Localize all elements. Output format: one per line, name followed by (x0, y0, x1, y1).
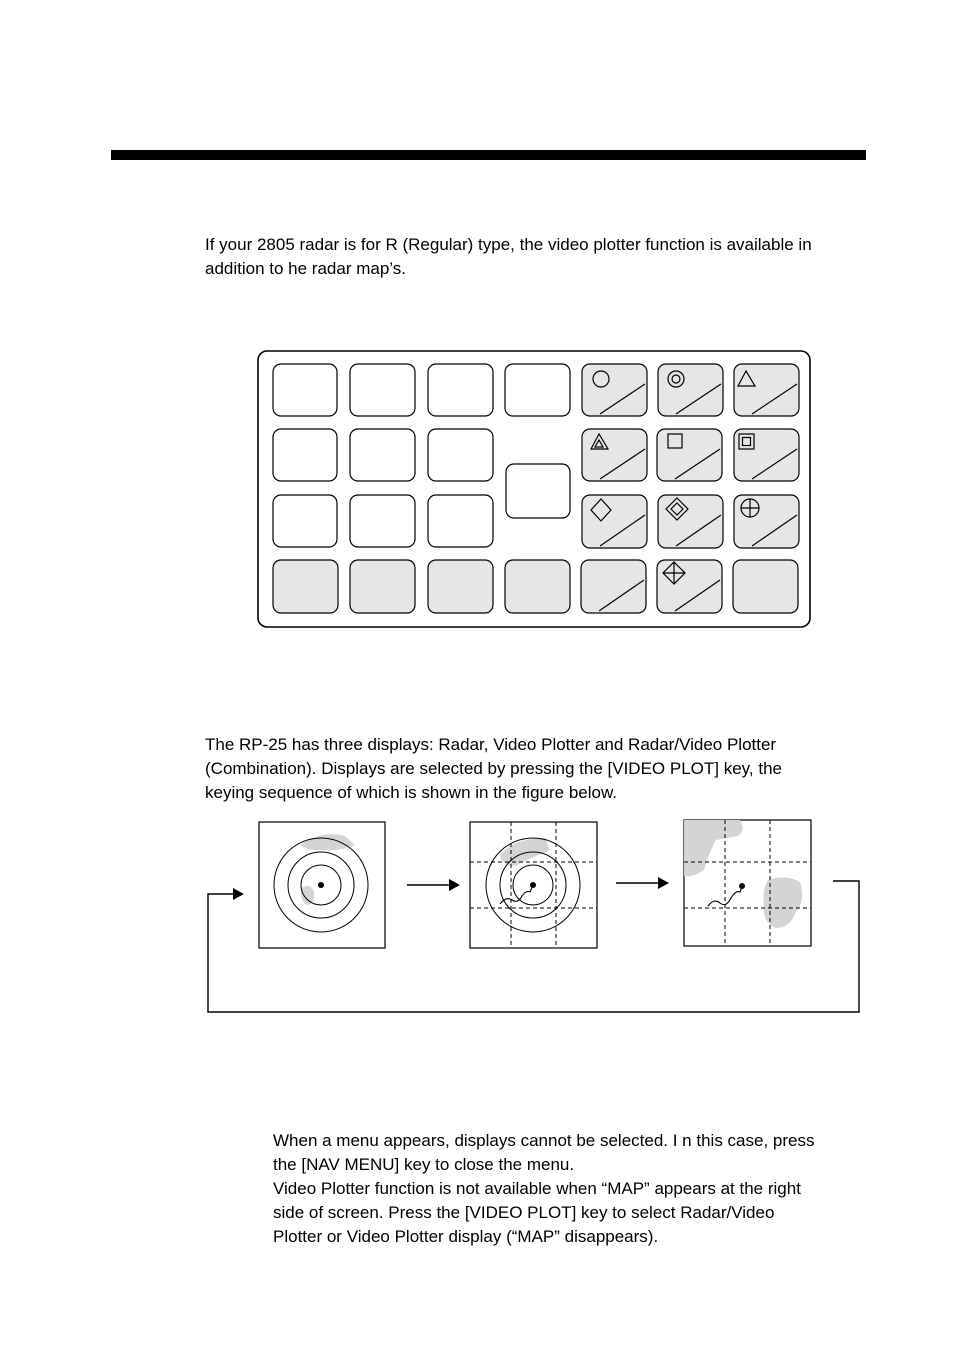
note-1-line-1: When a menu appears, displays cannot be selected. I n this case, press (273, 1131, 815, 1150)
symbol-key-nested-triangle[interactable] (582, 429, 647, 481)
circle-cross-icon (741, 499, 759, 517)
symbol-key-nested-square[interactable] (734, 429, 799, 481)
key-r1c2[interactable] (350, 364, 415, 416)
arrow-right-icon (449, 879, 460, 891)
key-r3c3[interactable] (428, 495, 493, 547)
note-2-line-3: Plotter or Video Plotter display (“MAP” disappears). (273, 1227, 659, 1246)
key-r4c7[interactable] (733, 560, 798, 613)
video-plotter-display (684, 820, 811, 946)
note-1 (273, 1129, 873, 1177)
key-r1c3[interactable] (428, 364, 493, 416)
key-r4c1[interactable] (273, 560, 338, 613)
display-sequence (208, 820, 859, 1012)
arrow-right-icon (233, 888, 244, 900)
symbol-key-diamond[interactable] (582, 495, 647, 548)
symbol-key-square[interactable] (657, 429, 722, 481)
radar-display (259, 822, 385, 948)
key-r4c2[interactable] (350, 560, 415, 613)
displays-line-3: keying sequence of which is shown in the figure below. (205, 783, 618, 802)
arrow-right-icon (658, 877, 669, 889)
note-2-line-1: Video Plotter function is not available when “MAP” appears at the right (273, 1179, 801, 1198)
key-r1c4[interactable] (505, 364, 570, 416)
symbol-key-blank[interactable] (581, 560, 646, 613)
intro-line-1: If your 2805 radar is for R (Regular) type, the video plotter function is available in (205, 235, 812, 254)
symbol-key-double-circle[interactable] (658, 364, 723, 416)
note-1-line-2: the [NAV MENU] key to close the menu. (273, 1155, 575, 1174)
key-r3c2[interactable] (350, 495, 415, 547)
key-r2c1[interactable] (273, 429, 337, 481)
symbol-key-nested-diamond[interactable] (658, 495, 723, 548)
symbol-key-diamond-cross[interactable] (657, 560, 722, 613)
note-2-line-2: side of screen. Press the [VIDEO PLOT] key to select Radar/Video (273, 1203, 775, 1222)
symbol-key-circle-cross[interactable] (734, 495, 799, 548)
combination-display (470, 822, 597, 948)
key-r1c1[interactable] (273, 364, 337, 416)
key-r2c2[interactable] (350, 429, 415, 481)
displays-paragraph (205, 733, 885, 805)
intro-line-2: addition to he radar map’s. (205, 259, 406, 278)
key-r4c3[interactable] (428, 560, 493, 613)
key-r4c4[interactable] (505, 560, 570, 613)
own-ship-mark (530, 882, 536, 888)
own-ship-mark (318, 882, 324, 888)
displays-line-2: (Combination). Displays are selected by pressing the [VIDEO PLOT] key, the (205, 759, 782, 778)
note-2 (273, 1177, 873, 1249)
key-r3c1[interactable] (273, 495, 337, 547)
symbol-key-circle[interactable] (582, 364, 647, 416)
key-center[interactable] (506, 464, 570, 518)
own-ship-mark (739, 883, 745, 889)
keypad (258, 351, 810, 627)
key-r2c3[interactable] (428, 429, 493, 481)
displays-line-1: The RP-25 has three displays: Radar, Video Plotter and Radar/Video Plotter (205, 735, 777, 754)
symbol-key-triangle[interactable] (734, 364, 799, 416)
